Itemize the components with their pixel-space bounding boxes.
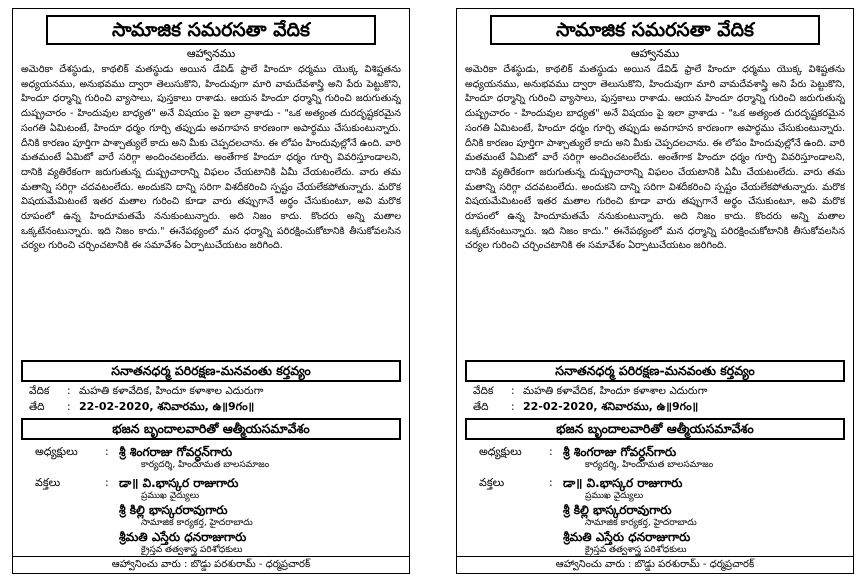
invitation-body: అమెరికా దేశస్థుడు, కాథలిక్ మతస్థుడు అయిన డేవిడ్ ఫ్రాలే హిందూ ధర్మము యొక్క విశిష్టతను అధ్యయనము, అనుభవము ద్వారా తెలుసుకొని, హిందువుగా మారి వామదేవశాస్త్రి అని పేరు పెట్టుకొని, హిందూ ధర్మాన్ని గురించి వ్యాసాలు, పుస్తకాలు రాశాడు. ఆయన హిందూ ధర్మాన్ని గురించి జరుగుతున్న దుష్ప్రచారం - హిందువుల బాధ్యత" అనే విషయం పై ఇలా వ్రాశాడు - "ఒక అత్యంత దురదృష్టకరమైన సంగతి ఏమిటంటే, హిందూ ధర్మం గూర్చి తప్పుడు అవగాహన కారణంగా అపార్థము చేసుకుంటున్నారు. దీనికి కారణం పూర్తిగా పాశ్చాత్యులే కాదు అని మీకు చెప్పదలచాను. ఈ లోపం హిందువుల్లోనే ఉంది. వారి మతమంటే ఏమిటో వారే సరిగ్గా అందించటంలేదు. అంతేగాక హిందూ ధర్మం గూర్చి వివరిస్తూండాలని, దానికి వ్యతిరేకంగా జరుగుతున్న దుష్ప్రచారాన్ని విఫలం చేయటానికి ఏమీ చేయటంలేదు. వారు తమ మతాన్ని సరిగ్గా చదవటంలేదు. అందుకని దాన్ని సరిగా విశదీకరించి స్పష్టం చేయలేకపోతున్నారు. మరొక విషయమేమిటంటే ఇతర మతాల గురించి కూడా వారు తప్పుగానే అర్థం చేసుకుంటూ, అవి మరొక రూపంలో ఉన్న హిందూమతమే ననుకుంటున్నారు. అది నిజం కాదు. కొందరు అన్ని మతాల ఒక్కటేనంటున్నారు. ఇది నిజం కాదు." ఈనేపథ్యంలో మన ధర్మాన్ని పరిరక్షించుకోటానికి తీసుకోవలసిన చర్యల గురించి చర్చించటానికి ఈ సమావేశం ఏర్పాటుచేయటం జరిగింది. (21, 64, 401, 252)
speaker-designation: సామాజిక కార్యకర్త, హైదరాబాదు (141, 518, 253, 528)
event-theme-title: సనాతనధర్మ పరిరక్షణ-మనవంతు కర్తవ్యం (21, 360, 401, 382)
speakers-separator: : (549, 476, 553, 489)
speaker-designation: ప్రముఖ వైద్యులు (585, 491, 644, 501)
date-separator: : (67, 401, 71, 413)
speaker-name: శ్రీమతి ఎస్తేరు ధనరాజుగారు (119, 530, 247, 544)
speakers-separator: : (105, 476, 109, 489)
venue-label: వేదిక (473, 385, 494, 397)
speaker-designation: క్రైస్తవ తత్వశాస్త్ర పరిశోధకులు (585, 545, 687, 555)
chair-name: శ్రీ శింగరాజు గోవర్ధన్‌గారు (119, 445, 233, 459)
chair-designation: కార్యదర్శి, హిందూమత బాలసమాజం (585, 460, 714, 470)
invited-by-footer: ఆహ్వానించు వారు : బొడ్డు పరశురామ్ - ధర్మప్రచారక్ (457, 556, 853, 573)
bhajan-meeting-title: భజన బృందాలవారితో ఆత్మీయసమావేశం (21, 418, 401, 440)
chair-info (119, 444, 401, 471)
venue-row (465, 384, 845, 398)
speaker-name: డా॥ వి.భాస్కర రాజుగారు (119, 476, 239, 490)
venue-value: మహతి కళావేదిక, హిందూ కళాశాల ఎదురుగా (79, 385, 264, 397)
speakers-list (563, 475, 845, 556)
venue-separator: : (67, 385, 71, 397)
speakers-row (465, 475, 845, 556)
speaker-designation: క్రైస్తవ తత్వశాస్త్ర పరిశోధకులు (141, 545, 243, 555)
speakers-row (21, 475, 401, 556)
date-row (465, 400, 845, 414)
venue-value: మహతి కళావేదిక, హిందూ కళాశాల ఎదురుగా (523, 385, 708, 397)
speaker-designation: ప్రముఖ వైద్యులు (141, 491, 200, 501)
speaker-name: శ్రీమతి ఎస్తేరు ధనరాజుగారు (563, 530, 691, 544)
speaker-name: డా॥ వి.భాస్కర రాజుగారు (563, 476, 683, 490)
date-value: 22-02-2020, శనివారము, ఉ॥9గం॥ (523, 400, 699, 413)
chair-separator: : (549, 445, 553, 458)
date-row (21, 400, 401, 414)
date-separator: : (511, 401, 515, 413)
invitation-panel-left (12, 8, 410, 574)
speakers-list (119, 475, 401, 556)
organization-title: సామాజిక సమరసతా వేదిక (46, 15, 377, 45)
event-theme-title: సనాతనధర్మ పరిరక్షణ-మనవంతు కర్తవ్యం (465, 360, 845, 382)
venue-row (21, 384, 401, 398)
invitation-body: అమెరికా దేశస్థుడు, కాథలిక్ మతస్థుడు అయిన డేవిడ్ ఫ్రాలే హిందూ ధర్మము యొక్క విశిష్టతను అధ్యయనము, అనుభవము ద్వారా తెలుసుకొని, హిందువుగా మారి వామదేవశాస్త్రి అని పేరు పెట్టుకొని, హిందూ ధర్మాన్ని గురించి వ్యాసాలు, పుస్తకాలు రాశాడు. ఆయన హిందూ ధర్మాన్ని గురించి జరుగుతున్న దుష్ప్రచారం - హిందువుల బాధ్యత" అనే విషయం పై ఇలా వ్రాశాడు - "ఒక అత్యంత దురదృష్టకరమైన సంగతి ఏమిటంటే, హిందూ ధర్మం గూర్చి తప్పుడు అవగాహన కారణంగా అపార్థము చేసుకుంటున్నారు. దీనికి కారణం పూర్తిగా పాశ్చాత్యులే కాదు అని మీకు చెప్పదలచాను. ఈ లోపం హిందువుల్లోనే ఉంది. వారి మతమంటే ఏమిటో వారే సరిగ్గా అందించటంలేదు. అంతేగాక హిందూ ధర్మం గూర్చి వివరిస్తూండాలని, దానికి వ్యతిరేకంగా జరుగుతున్న దుష్ప్రచారాన్ని విఫలం చేయటానికి ఏమీ చేయటంలేదు. వారు తమ మతాన్ని సరిగ్గా చదవటంలేదు. అందుకని దాన్ని సరిగా విశదీకరించి స్పష్టం చేయలేకపోతున్నారు. మరొక విషయమేమిటంటే ఇతర మతాల గురించి కూడా వారు తప్పుగానే అర్థం చేసుకుంటూ, అవి మరొక రూపంలో ఉన్న హిందూమతమే ననుకుంటున్నారు. అది నిజం కాదు. కొందరు అన్ని మతాల ఒక్కటేనంటున్నారు. ఇది నిజం కాదు." ఈనేపథ్యంలో మన ధర్మాన్ని పరిరక్షించుకోటానికి తీసుకోవలసిన చర్యల గురించి చర్చించటానికి ఈ సమావేశం ఏర్పాటుచేయటం జరిగింది. (465, 64, 845, 252)
date-value: 22-02-2020, శనివారము, ఉ॥9గం॥ (79, 400, 255, 413)
speakers-label: వక్తలు (35, 476, 61, 489)
speakers-label: వక్తలు (479, 476, 505, 489)
chair-label: అధ్యక్షులు (35, 445, 78, 458)
chair-label: అధ్యక్షులు (479, 445, 522, 458)
chair-separator: : (105, 445, 109, 458)
chair-designation: కార్యదర్శి, హిందూమత బాలసమాజం (141, 460, 270, 470)
speaker-name: శ్రీ కిల్లి భాస్కరరావుగారు (563, 503, 672, 517)
venue-label: వేదిక (29, 385, 50, 397)
invitation-subtitle: ఆహ్వానము (630, 47, 680, 60)
chair-name: శ్రీ శింగరాజు గోవర్ధన్‌గారు (563, 445, 677, 459)
chair-row (465, 444, 845, 471)
venue-separator: : (511, 385, 515, 397)
invited-by-footer: ఆహ్వానించు వారు : బొడ్డు పరశురామ్ - ధర్మప్రచారక్ (13, 556, 409, 573)
invitation-panel-right (456, 8, 854, 574)
bhajan-meeting-title: భజన బృందాలవారితో ఆత్మీయసమావేశం (465, 418, 845, 440)
date-label: తేది (29, 401, 45, 413)
chair-row (21, 444, 401, 471)
invitation-subtitle: ఆహ్వానము (186, 47, 236, 60)
speaker-designation: సామాజిక కార్యకర్త, హైదరాబాదు (585, 518, 697, 528)
organization-title: సామాజిక సమరసతా వేదిక (490, 15, 821, 45)
date-label: తేది (473, 401, 489, 413)
speaker-name: శ్రీ కిల్లి భాస్కరరావుగారు (119, 503, 228, 517)
chair-info (563, 444, 845, 471)
